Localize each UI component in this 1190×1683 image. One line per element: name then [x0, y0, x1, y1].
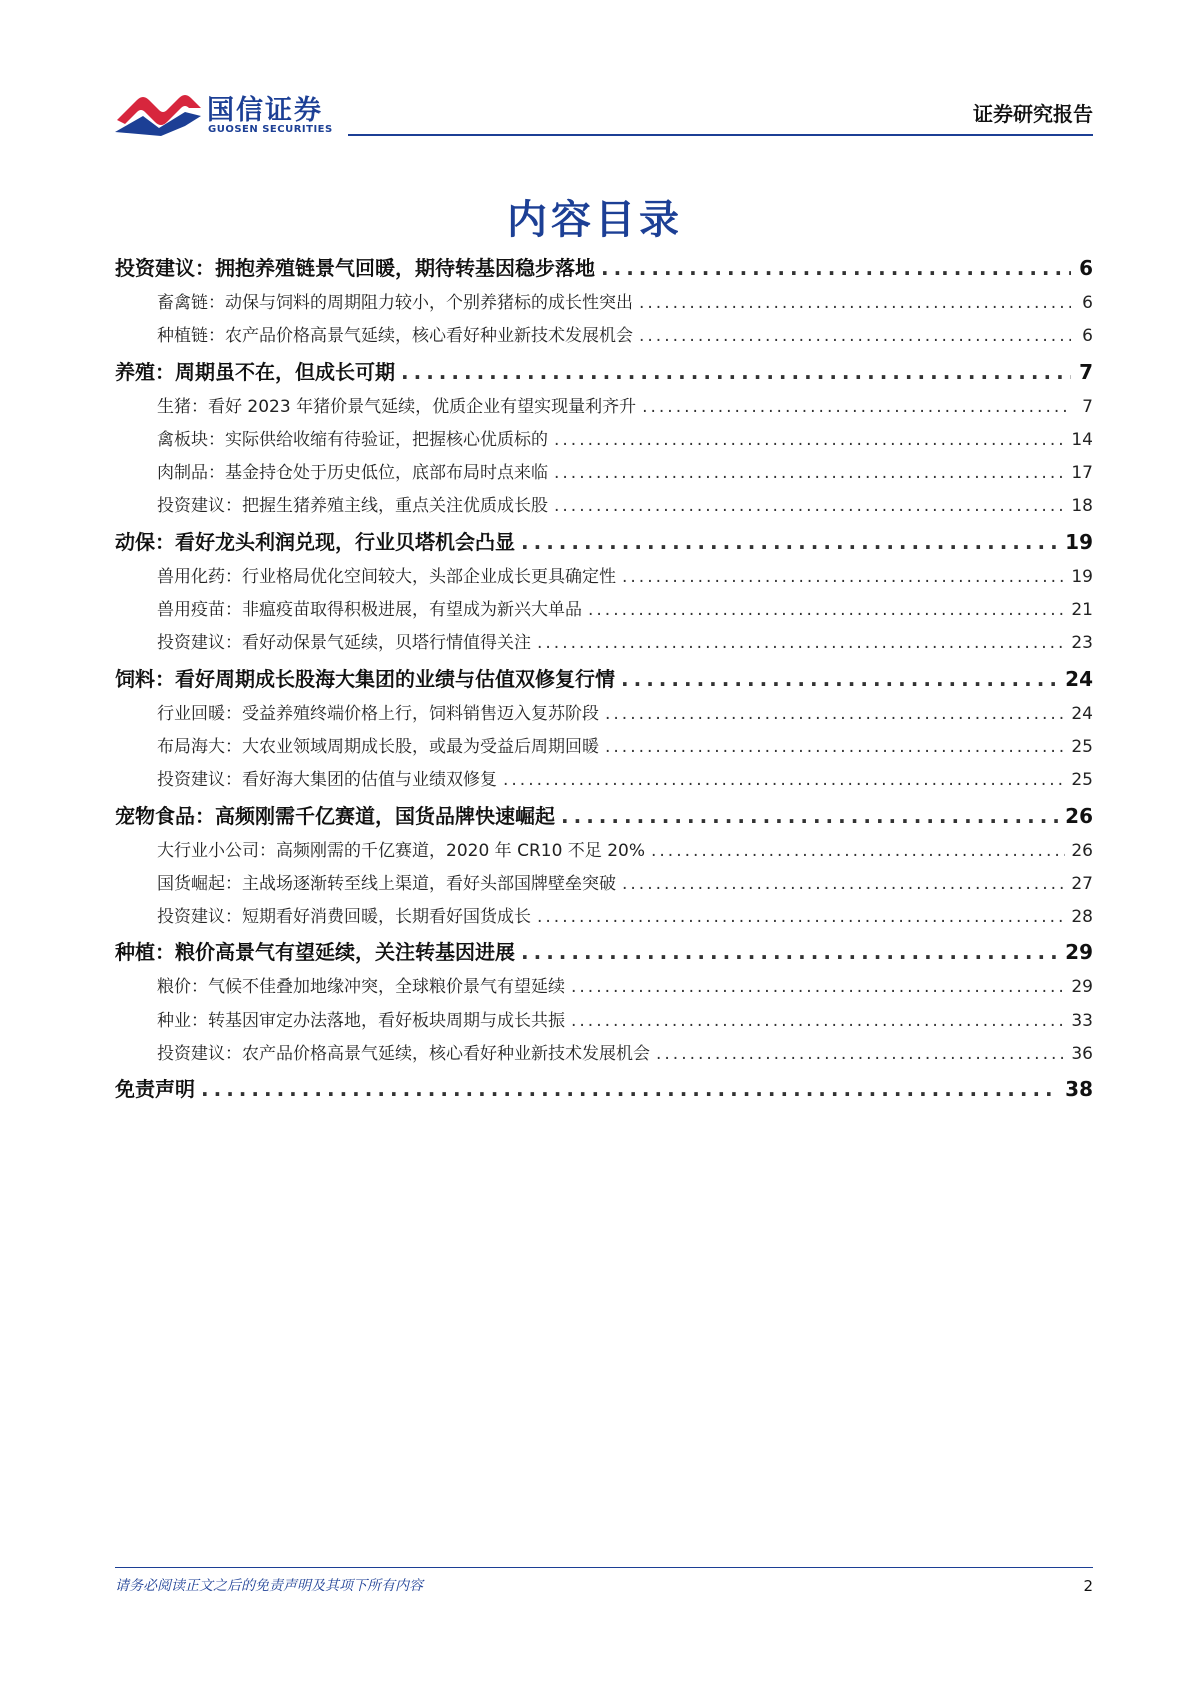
- logo-english-name: GUOSEN SECURITIES: [208, 124, 333, 135]
- toc-entry-title: 大行业小公司：高频刚需的千亿赛道，2020 年 CR10 不足 20%: [157, 840, 645, 861]
- toc-subsection-entry[interactable]: [115, 320, 1093, 353]
- toc-entry-page: 6: [1079, 256, 1093, 280]
- toc-dot-leader: [571, 971, 1065, 1004]
- footer-divider: [115, 1567, 1093, 1568]
- toc-entry-title: 种植链：农产品价格高景气延续，核心看好种业新技术发展机会: [157, 326, 633, 347]
- toc-entry-page: 23: [1071, 633, 1093, 654]
- toc-entry-page: 26: [1071, 840, 1093, 861]
- toc-entry-title: 养殖：周期虽不在，但成长可期: [115, 359, 395, 384]
- toc-dot-leader: [621, 661, 1059, 698]
- toc-entry-page: 29: [1071, 977, 1093, 998]
- toc-entry-title: 投资建议：看好动保景气延续，贝塔行情值得关注: [157, 633, 531, 654]
- toc-entry-page: 17: [1071, 463, 1093, 484]
- toc-entry-page: 36: [1071, 1044, 1093, 1065]
- footer-disclaimer-note: 请务必阅读正文之后的免责声明及其项下所有内容: [115, 1578, 423, 1594]
- toc-subsection-entry[interactable]: [115, 627, 1093, 660]
- toc-section-entry[interactable]: [115, 661, 1093, 698]
- toc-subsection-entry[interactable]: [115, 731, 1093, 764]
- toc-entry-page: 7: [1079, 359, 1093, 384]
- toc-dot-leader: [622, 868, 1065, 901]
- toc-entry-page: 6: [1082, 326, 1093, 347]
- header-divider: [348, 134, 1093, 136]
- toc-subsection-entry[interactable]: [115, 594, 1093, 627]
- toc-section-entry[interactable]: [115, 524, 1093, 561]
- toc-entry-page: 26: [1065, 803, 1093, 828]
- toc-entry-page: 19: [1065, 529, 1093, 554]
- toc-dot-leader: [601, 250, 1071, 287]
- report-type-label: 证券研究报告: [973, 102, 1093, 126]
- toc-entry-title: 免责声明: [115, 1077, 195, 1102]
- toc-subsection-entry[interactable]: [115, 424, 1093, 457]
- toc-subsection-entry[interactable]: [115, 1005, 1093, 1038]
- toc-section-entry[interactable]: [115, 798, 1093, 835]
- toc-subsection-entry[interactable]: [115, 490, 1093, 523]
- toc-section-entry[interactable]: [115, 1071, 1093, 1108]
- toc-entry-title: 投资建议：短期看好消费回暖，长期看好国货成长: [157, 907, 531, 928]
- toc-dot-leader: [622, 561, 1065, 594]
- toc-dot-leader: [571, 1005, 1065, 1038]
- guosen-logo-icon: [115, 86, 203, 136]
- toc-dot-leader: [642, 391, 1071, 424]
- toc-entry-title: 种植：粮价高景气有望延续，关注转基因进展: [115, 940, 515, 965]
- toc-entry-page: 19: [1071, 566, 1093, 587]
- page-number: 2: [1083, 1577, 1093, 1595]
- toc-dot-leader: [554, 424, 1065, 457]
- toc-entry-title: 饲料：看好周期成长股海大集团的业绩与估值双修复行情: [115, 666, 615, 691]
- toc-entry-page: 14: [1071, 429, 1093, 450]
- toc-subsection-entry[interactable]: [115, 901, 1093, 934]
- toc-entry-title: 投资建议：拥抱养殖链景气回暖，期待转基因稳步落地: [115, 256, 595, 280]
- toc-dot-leader: [554, 457, 1065, 490]
- toc-entry-title: 动保：看好龙头利润兑现，行业贝塔机会凸显: [115, 529, 515, 554]
- toc-dot-leader: [401, 354, 1071, 391]
- toc-entry-title: 宠物食品：高频刚需千亿赛道，国货品牌快速崛起: [115, 803, 555, 828]
- toc-subsection-entry[interactable]: [115, 868, 1093, 901]
- toc-entry-title: 生猪：看好 2023 年猪价景气延续，优质企业有望实现量利齐升: [157, 396, 637, 417]
- toc-entry-title: 投资建议：农产品价格高景气延续，核心看好种业新技术发展机会: [157, 1044, 650, 1065]
- toc-subsection-entry[interactable]: [115, 287, 1093, 320]
- toc-entry-title: 畜禽链：动保与饲料的周期阻力较小，个别养猪标的成长性突出: [157, 293, 633, 313]
- toc-dot-leader: [639, 287, 1071, 320]
- toc-entry-title: 兽用疫苗：非瘟疫苗取得积极进展，有望成为新兴大单品: [157, 600, 582, 621]
- guosen-logo: [115, 84, 445, 140]
- toc-dot-leader: [656, 1038, 1065, 1071]
- toc-entry-page: 25: [1071, 736, 1093, 757]
- toc-section-entry[interactable]: [115, 354, 1093, 391]
- toc-dot-leader: [554, 490, 1065, 523]
- toc-section-entry[interactable]: [115, 250, 1093, 287]
- toc-entry-page: 33: [1071, 1010, 1093, 1031]
- toc-subsection-entry[interactable]: [115, 1038, 1093, 1071]
- toc-entry-page: 6: [1082, 293, 1093, 313]
- toc-dot-leader: [521, 934, 1059, 971]
- toc-entry-page: 21: [1071, 600, 1093, 621]
- toc-dot-leader: [605, 698, 1065, 731]
- toc-entry-page: 25: [1071, 770, 1093, 791]
- toc-subsection-entry[interactable]: [115, 391, 1093, 424]
- table-of-contents: [115, 250, 1093, 1108]
- page-header: [115, 84, 1093, 140]
- toc-dot-leader: [605, 731, 1065, 764]
- toc-entry-title: 行业回暖：受益养殖终端价格上行，饲料销售迈入复苏阶段: [157, 703, 599, 724]
- toc-dot-leader: [201, 1071, 1059, 1108]
- toc-entry-title: 粮价：气候不佳叠加地缘冲突，全球粮价景气有望延续: [157, 977, 565, 998]
- toc-subsection-entry[interactable]: [115, 835, 1093, 868]
- toc-entry-title: 兽用化药：行业格局优化空间较大，头部企业成长更具确定性: [157, 566, 616, 587]
- toc-dot-leader: [651, 835, 1065, 868]
- toc-entry-page: 28: [1071, 907, 1093, 928]
- toc-entry-title: 国货崛起：主战场逐渐转至线上渠道，看好头部国牌壁垒突破: [157, 873, 616, 894]
- toc-dot-leader: [537, 627, 1065, 660]
- toc-entry-page: 7: [1082, 396, 1093, 417]
- toc-entry-title: 肉制品：基金持仓处于历史低位，底部布局时点来临: [157, 463, 548, 484]
- toc-subsection-entry[interactable]: [115, 698, 1093, 731]
- toc-entry-page: 18: [1071, 496, 1093, 517]
- toc-subsection-entry[interactable]: [115, 764, 1093, 797]
- toc-dot-leader: [561, 798, 1059, 835]
- toc-dot-leader: [503, 764, 1065, 797]
- toc-subsection-entry[interactable]: [115, 561, 1093, 594]
- toc-entry-page: 24: [1065, 666, 1093, 691]
- toc-entry-title: 禽板块：实际供给收缩有待验证，把握核心优质标的: [157, 429, 548, 450]
- toc-subsection-entry[interactable]: [115, 971, 1093, 1004]
- toc-dot-leader: [588, 594, 1065, 627]
- toc-entry-page: 29: [1065, 940, 1093, 965]
- toc-entry-title: 投资建议：看好海大集团的估值与业绩双修复: [157, 770, 497, 791]
- toc-entry-title: 布局海大：大农业领域周期成长股，或最为受益后周期回暖: [157, 736, 599, 757]
- toc-dot-leader: [639, 320, 1071, 353]
- toc-entry-page: 24: [1071, 703, 1093, 724]
- toc-dot-leader: [537, 901, 1065, 934]
- toc-section-entry[interactable]: [115, 934, 1093, 971]
- toc-entry-title: 种业：转基因审定办法落地，看好板块周期与成长共振: [157, 1010, 565, 1031]
- toc-title: 内容目录: [507, 197, 683, 243]
- toc-subsection-entry[interactable]: [115, 457, 1093, 490]
- toc-entry-title: 投资建议：把握生猪养殖主线，重点关注优质成长股: [157, 496, 548, 517]
- toc-entry-page: 27: [1071, 873, 1093, 894]
- toc-dot-leader: [521, 524, 1059, 561]
- logo-chinese-name: 国信证券: [207, 95, 323, 126]
- toc-entry-page: 38: [1065, 1077, 1093, 1102]
